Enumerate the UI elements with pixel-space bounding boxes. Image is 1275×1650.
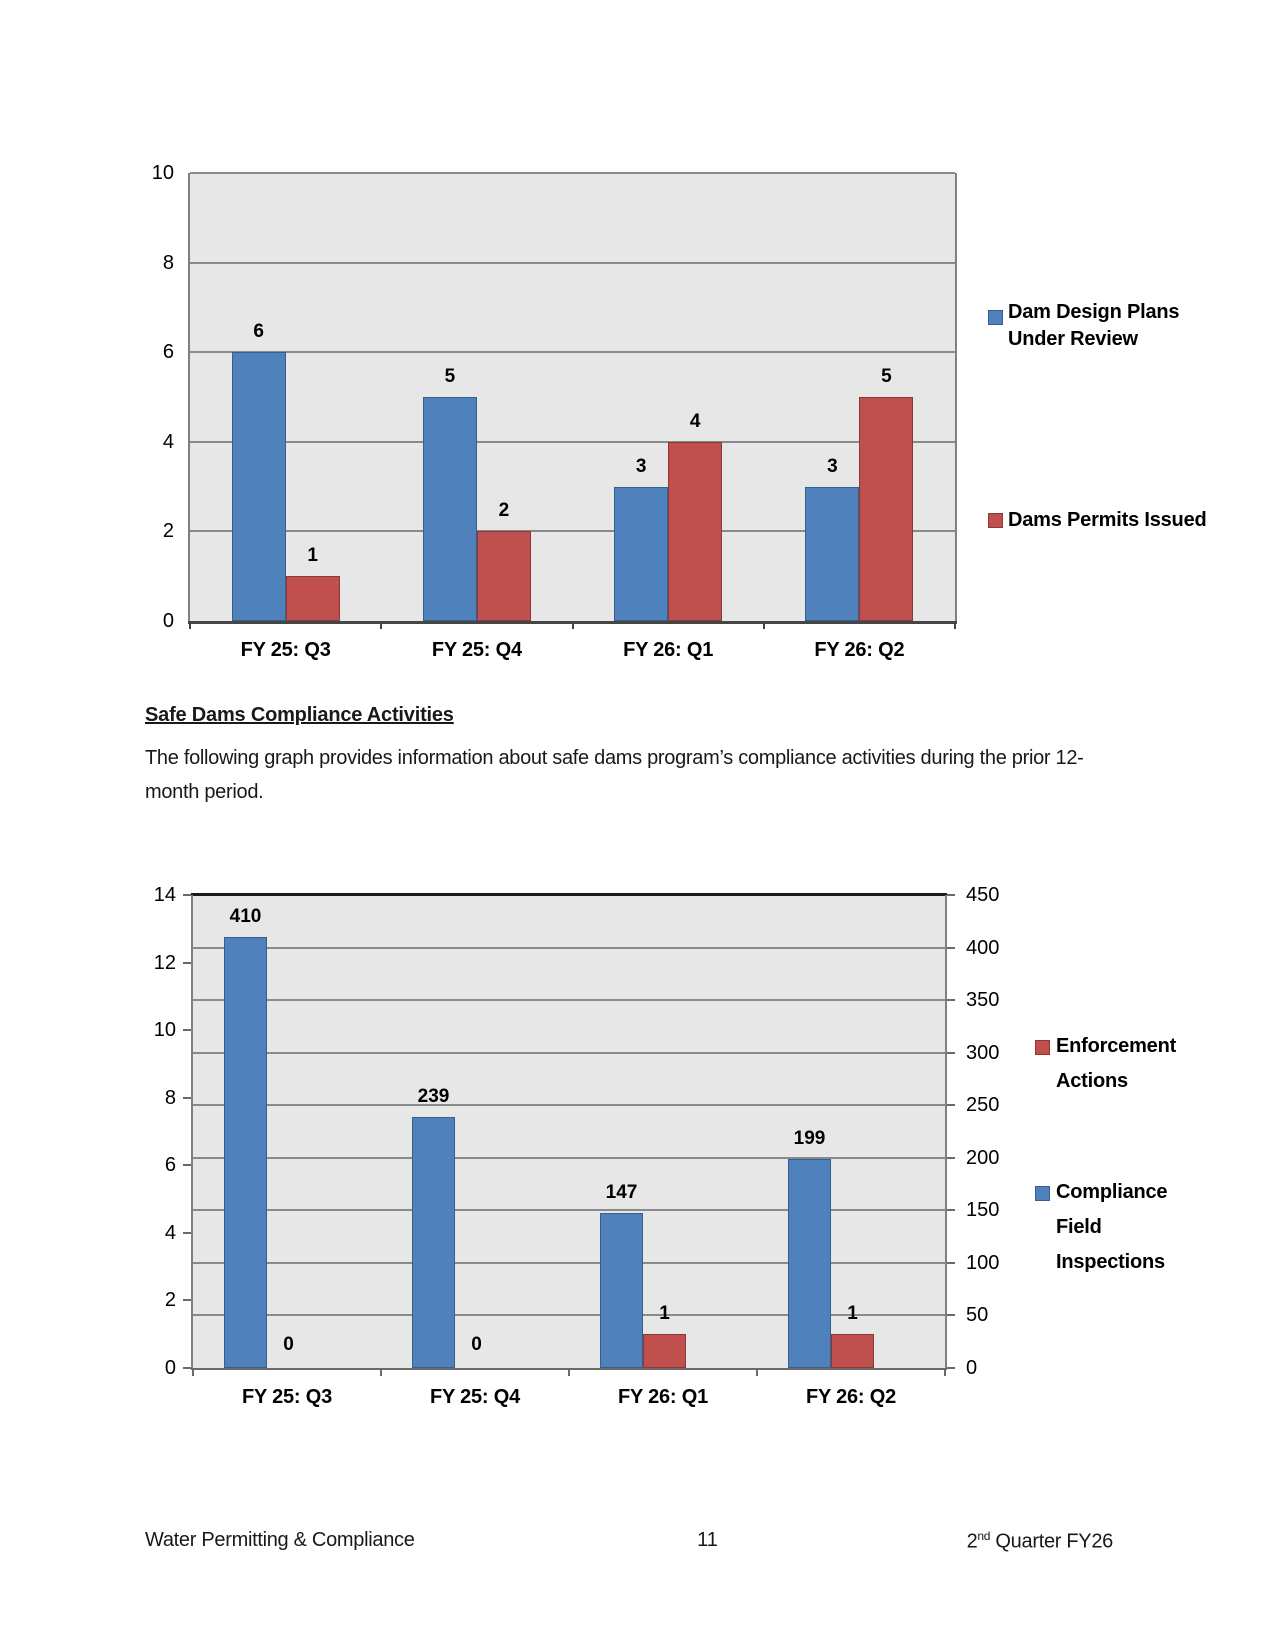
footer-quarter-ordinal: nd xyxy=(977,1529,991,1543)
data-label: 410 xyxy=(229,906,262,928)
x-axis-tick xyxy=(756,1368,758,1376)
right-y-axis-label: 100 xyxy=(966,1251,1000,1274)
data-label: 3 xyxy=(827,455,838,477)
y-axis-label: 4 xyxy=(162,430,174,453)
right-y-axis-label: 450 xyxy=(966,884,1000,906)
data-label: 5 xyxy=(881,366,892,387)
footer-page-number: 11 xyxy=(697,1529,718,1551)
right-y-axis-tick xyxy=(947,1262,955,1264)
x-axis-label: FY 25: Q3 xyxy=(240,639,331,661)
gridline xyxy=(190,262,955,264)
x-axis-tick xyxy=(380,621,382,629)
data-label: 199 xyxy=(793,1127,826,1149)
plot-border-right xyxy=(955,173,957,621)
x-axis-tick xyxy=(192,1368,194,1376)
right-y-axis-tick xyxy=(947,1209,955,1211)
right-y-axis-label: 300 xyxy=(966,1041,1000,1064)
gridline xyxy=(193,1262,945,1264)
left-y-axis-tick xyxy=(183,1367,191,1369)
x-axis-label: FY 25: Q4 xyxy=(429,1386,521,1408)
right-y-axis-label: 50 xyxy=(966,1304,989,1327)
right-y-axis-tick xyxy=(947,999,955,1001)
left-y-axis-label: 8 xyxy=(164,1086,176,1109)
gridline xyxy=(193,1209,945,1211)
left-y-axis-label: 0 xyxy=(164,1357,176,1379)
x-axis-tick xyxy=(954,621,956,629)
gridline xyxy=(193,1052,945,1054)
left-y-axis-tick xyxy=(183,1029,191,1031)
legend-label-dams-permits-issued: Dams Permits Issued xyxy=(1008,509,1207,531)
left-y-axis-tick xyxy=(183,894,191,896)
y-axis-label: 10 xyxy=(151,162,174,184)
x-axis-tick xyxy=(572,621,574,629)
plot-border-right xyxy=(945,895,947,1368)
x-axis-tick xyxy=(944,1368,946,1376)
legend-swatch-dam-design-plans-under-review xyxy=(988,310,1003,325)
data-label: 1 xyxy=(847,1303,858,1325)
data-label: 3 xyxy=(635,455,647,477)
bar-dam-design-plans-under-review xyxy=(423,397,477,621)
right-y-axis-tick xyxy=(947,1157,955,1159)
section-heading: Safe Dams Compliance Activities xyxy=(145,704,454,726)
left-y-axis-label: 4 xyxy=(164,1221,176,1244)
x-axis-label: FY 26: Q2 xyxy=(814,639,905,661)
gridline xyxy=(193,1157,945,1159)
x-axis-label: FY 26: Q1 xyxy=(617,1386,709,1408)
data-label: 6 xyxy=(253,321,264,343)
legend-swatch-enforcement-actions xyxy=(1035,1040,1050,1055)
gridline xyxy=(193,1104,945,1106)
bar-compliance-field-inspections xyxy=(788,1159,831,1368)
left-y-axis-tick xyxy=(183,962,191,964)
data-label: 0 xyxy=(471,1334,482,1355)
bar-dam-design-plans-under-review xyxy=(232,352,286,621)
right-y-axis-tick xyxy=(947,947,955,949)
bar-compliance-field-inspections xyxy=(600,1213,643,1368)
legend-label-compliance-field-inspections: Compliance Field Inspections xyxy=(1056,1181,1168,1273)
data-label: 1 xyxy=(659,1303,670,1325)
y-axis-label: 6 xyxy=(162,341,174,364)
right-y-axis-label: 150 xyxy=(966,1199,1000,1222)
gridline xyxy=(190,172,955,174)
x-axis-label: FY 26: Q2 xyxy=(805,1386,897,1408)
footer-document-title: Water Permitting & Compliance xyxy=(145,1529,415,1551)
data-label: 1 xyxy=(307,545,318,567)
data-label: 5 xyxy=(444,366,456,387)
gridline xyxy=(193,947,945,949)
x-axis-tick xyxy=(763,621,765,629)
section-paragraph: The following graph provides information about safe dams program’s compliance activities during the prior 12-month period. xyxy=(145,747,1084,803)
bar-dams-permits-issued xyxy=(859,397,913,621)
right-y-axis-tick xyxy=(947,1314,955,1316)
data-label: 4 xyxy=(689,410,701,432)
gridline xyxy=(193,999,945,1001)
legend-label-enforcement-actions: Enforcement Actions xyxy=(1056,1035,1177,1092)
bar-compliance-field-inspections xyxy=(412,1117,455,1368)
left-y-axis-label: 2 xyxy=(164,1289,176,1312)
right-y-axis-label: 250 xyxy=(966,1094,1000,1117)
right-y-axis-tick xyxy=(947,894,955,896)
y-axis-label: 8 xyxy=(162,251,174,274)
data-label: 239 xyxy=(417,1085,450,1107)
right-y-axis-label: 200 xyxy=(966,1146,1000,1169)
data-label: 147 xyxy=(605,1182,638,1204)
right-y-axis-label: 0 xyxy=(966,1357,978,1379)
y-axis-label: 2 xyxy=(162,520,174,543)
footer-quarter-prefix: 2 xyxy=(966,1530,978,1553)
plot-border-top xyxy=(191,893,947,896)
bar-dams-permits-issued xyxy=(477,531,531,621)
left-y-axis-tick xyxy=(183,1164,191,1166)
left-y-axis-label: 6 xyxy=(164,1154,176,1177)
left-y-axis-label: 10 xyxy=(153,1019,176,1042)
x-axis-tick xyxy=(568,1368,570,1376)
footer-quarter-label xyxy=(967,1529,1113,1554)
x-axis-tick xyxy=(189,621,191,629)
right-y-axis-label: 400 xyxy=(966,936,1000,959)
right-y-axis-tick xyxy=(947,1052,955,1054)
gridline xyxy=(190,441,955,443)
left-y-axis-tick xyxy=(183,1232,191,1234)
x-axis-label: FY 25: Q4 xyxy=(431,639,522,661)
y-axis-label: 0 xyxy=(162,610,174,632)
x-axis-label: FY 25: Q3 xyxy=(241,1386,333,1408)
right-y-axis-tick xyxy=(947,1104,955,1106)
x-axis-label: FY 26: Q1 xyxy=(623,639,714,661)
legend-swatch-compliance-field-inspections xyxy=(1035,1186,1050,1201)
plot-border-left xyxy=(188,173,190,621)
bar-dams-permits-issued xyxy=(286,576,340,621)
x-axis-tick xyxy=(380,1368,382,1376)
legend-label-dam-design-plans-under-review: Dam Design Plans Under Review xyxy=(1008,301,1180,350)
left-y-axis-label: 14 xyxy=(153,884,176,906)
bar-dams-permits-issued xyxy=(668,442,722,621)
bar-dam-design-plans-under-review xyxy=(614,487,668,621)
right-y-axis-label: 350 xyxy=(966,989,1000,1012)
left-y-axis-label: 12 xyxy=(153,951,176,974)
left-y-axis-tick xyxy=(183,1097,191,1099)
data-label: 0 xyxy=(283,1334,294,1355)
right-y-axis-tick xyxy=(947,1367,955,1369)
bar-compliance-field-inspections xyxy=(224,937,267,1368)
bar-dam-design-plans-under-review xyxy=(805,487,859,621)
data-label: 2 xyxy=(498,500,510,522)
footer-quarter-suffix: Quarter FY26 xyxy=(990,1530,1113,1553)
bar-enforcement-actions xyxy=(831,1334,874,1368)
bar-enforcement-actions xyxy=(643,1334,686,1368)
legend-swatch-dams-permits-issued xyxy=(988,513,1003,528)
left-y-axis-tick xyxy=(183,1299,191,1301)
gridline xyxy=(190,351,955,353)
plot-border-left xyxy=(191,895,193,1368)
